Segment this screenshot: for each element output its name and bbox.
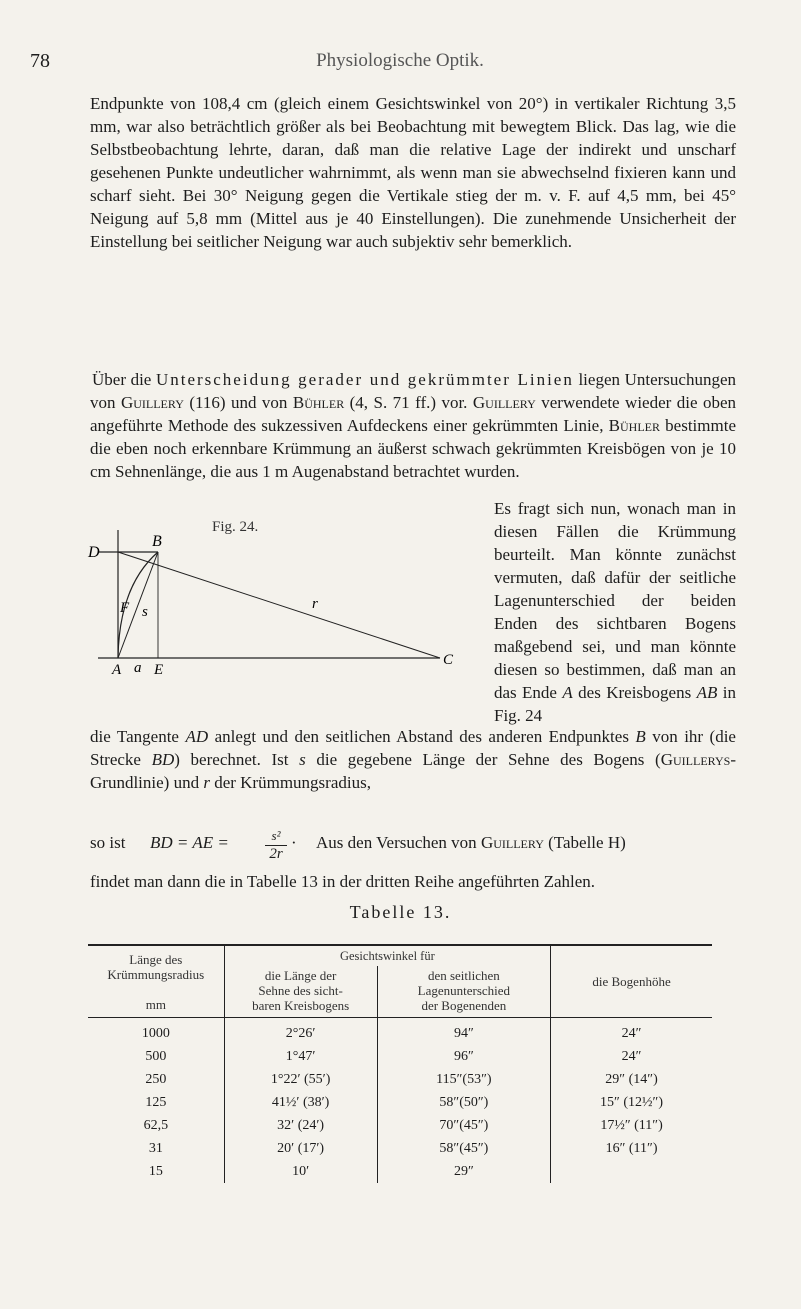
spaced-emphasis: Unterscheidung gerader und gekrümmter Linien bbox=[155, 370, 574, 389]
page-number: 78 bbox=[30, 50, 50, 72]
table-cell: 1°22′ (55′) bbox=[224, 1068, 377, 1091]
radius-line-bc bbox=[118, 552, 440, 658]
table-cell: 24″ bbox=[551, 1045, 712, 1068]
table-row bbox=[88, 1160, 712, 1183]
author-buhler: Bühler bbox=[608, 416, 660, 435]
header-radius: Länge des Krümmungsradius mm bbox=[88, 945, 224, 1018]
table-cell: 62,5 bbox=[143, 1118, 169, 1133]
table-row bbox=[88, 1045, 712, 1068]
table-cell: 15 bbox=[148, 1164, 163, 1179]
running-head: Physiologische Optik. bbox=[316, 50, 484, 71]
table-cell: 10′ bbox=[224, 1160, 377, 1183]
fraction-denominator: 2r bbox=[269, 846, 283, 862]
table-cell: 125 bbox=[145, 1095, 167, 1110]
table-cell: 96″ bbox=[377, 1045, 551, 1068]
header-lateral: den seitlichen Lagenunterschied der Bogenenden bbox=[377, 966, 551, 1018]
table-row bbox=[88, 1018, 712, 1046]
formula-fraction bbox=[265, 828, 287, 862]
table-cell: 58″(45″) bbox=[377, 1137, 551, 1160]
label-c: C bbox=[443, 652, 454, 668]
label-a-lower: a bbox=[134, 660, 142, 676]
label-d: D bbox=[88, 544, 100, 561]
label-f: F bbox=[120, 600, 130, 616]
header-height: die Bogenhöhe bbox=[551, 945, 712, 1018]
paragraph-2: Über die Unterscheidung gerader und gekrümmter Linien liegen Untersuchungen von Guillery (116) und von Bühler (4, S. 71 ff.) vor. Guillery verwendete wieder die oben angeführte Methode des sukzessiven Aufdeckens einer gekrümmten Linie, Bühler bestimmte die eben noch erkennbare Krümmung an äußerst schwach gekrümmten Kreisbögen von je 10 cm Sehnenlänge, die aus 1 m Augenabstand betrachtet wurden. bbox=[90, 370, 736, 481]
label-e: E bbox=[154, 662, 164, 678]
figure-caption: Fig. 24. bbox=[212, 519, 259, 535]
table-cell: 1°47′ bbox=[224, 1045, 377, 1068]
table-row bbox=[88, 1114, 712, 1137]
table-cell: 115″(53″) bbox=[377, 1068, 551, 1091]
header-chord: die Länge der Sehne des sicht- baren Kreisbogens bbox=[224, 966, 377, 1018]
table-cell bbox=[551, 1160, 712, 1183]
page-header bbox=[30, 50, 770, 80]
formula-line: so ist BD = AE = $\frac{\text{s²}}{2r}$ · Aus den Versuchen von Guillery (Tabelle H) bbox=[90, 828, 626, 862]
table-body bbox=[88, 1018, 712, 1184]
author-guillery: Guillery bbox=[120, 393, 184, 412]
label-r: r bbox=[312, 596, 318, 612]
author-guillery: Guillery bbox=[480, 833, 544, 852]
table-row bbox=[88, 1068, 712, 1091]
table-cell: 24″ bbox=[551, 1018, 712, 1046]
table-cell: 15″ (12½″) bbox=[551, 1091, 712, 1114]
header-group: Gesichtswinkel für bbox=[224, 945, 550, 966]
table-cell: 1000 bbox=[141, 1026, 170, 1041]
table-cell: 17½″ (11″) bbox=[551, 1114, 712, 1137]
table-cell: 58″(50″) bbox=[377, 1091, 551, 1114]
table-13 bbox=[88, 944, 712, 1183]
author-guillery: Guillerys bbox=[660, 750, 731, 769]
figure-24 bbox=[86, 516, 486, 678]
author-buhler: Bühler bbox=[292, 393, 345, 412]
table-cell: 2°26′ bbox=[224, 1018, 377, 1046]
table-cell: 20′ (17′) bbox=[224, 1137, 377, 1160]
label-a-upper: A bbox=[112, 662, 122, 678]
table-row bbox=[88, 1137, 712, 1160]
label-b: B bbox=[152, 533, 162, 550]
table-cell: 29″ bbox=[377, 1160, 551, 1183]
fraction-numerator: s² bbox=[265, 828, 287, 846]
table-cell: 250 bbox=[145, 1072, 167, 1087]
table-cell: 500 bbox=[145, 1049, 167, 1064]
table-cell: 32′ (24′) bbox=[224, 1114, 377, 1137]
table-cell: 70″(45″) bbox=[377, 1114, 551, 1137]
table-cell: 31 bbox=[148, 1141, 163, 1156]
table-row bbox=[88, 1091, 712, 1114]
table-cell: 41½′ (38′) bbox=[224, 1091, 377, 1114]
table-caption: Tabelle 13. bbox=[349, 902, 452, 922]
paragraph-5: findet man dann die in Tabelle 13 in der dritten Reihe angeführten Zahlen. bbox=[90, 872, 596, 891]
formula-lhs: BD = AE = bbox=[150, 833, 229, 852]
paragraph-4: die Tangente AD anlegt und den seitlichen Abstand des anderen Endpunktes B von ihr (die Strecke BD) berechnet. Ist s die gegebene Länge der Sehne des Bogens (Guillerys-Grundlinie) und r der Krümmungsradius, bbox=[90, 727, 737, 792]
author-guillery: Guillery bbox=[472, 393, 536, 412]
label-s: s bbox=[142, 604, 148, 620]
table-cell: 94″ bbox=[377, 1018, 551, 1046]
paragraph-3: Es fragt sich nun, wonach man in diesen Fällen die Krümmung beurteilt. Man könnte zunächst vermuten, daß dafür der seitliche Lagenunterschied der beiden Enden des sichtbaren Bogens maßgebend sei, und man könnte diesen so bestimmen, daß man an das Ende A des Kreisbogens AB in Fig. 24 bbox=[494, 499, 736, 725]
paragraph-1: Endpunkte von 108,4 cm (gleich einem Gesichtswinkel von 20°) in vertikaler Richtung 3,5 mm, war also beträchtlich größer als bei Beobachtung mit bewegtem Blick. Das lag, wie die Selbstbeobachtung lehrte, daran, daß man die relative Lage der indirekt und unscharf gesehenen Punkte undeutlicher wahrnimmt, als wenn man sie abwechselnd fixieren kann und scharf sieht. Bei 30° Neigung gegen die Vertikale stieg der m. v. F. auf 4,5 mm, bei 45° Neigung auf 5,8 mm (Mittel aus je 40 Einstellungen). Die zunehmende Unsicherheit der Einstellung bei seitlicher Neigung war auch subjektiv sehr bemerklich. bbox=[90, 94, 736, 251]
table-cell: 29″ (14″) bbox=[551, 1068, 712, 1091]
table-cell: 16″ (11″) bbox=[551, 1137, 712, 1160]
